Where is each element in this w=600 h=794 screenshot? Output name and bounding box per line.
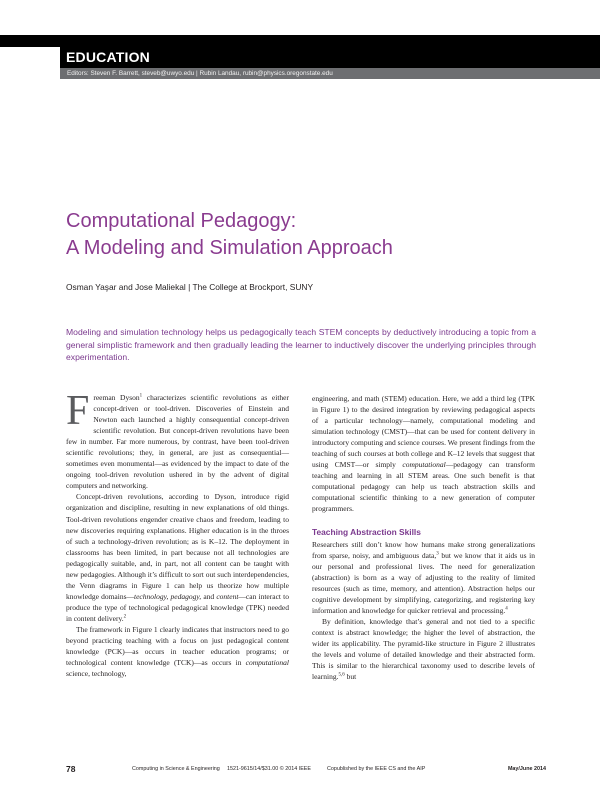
paragraph: engineering, and math (STEM) education. Here, we add a third leg (TPK in Figure 1) to the desired integration by reviewing pedagogical aspects of a particular technology—namely, computational modeling and simulation technology (CMST)—that can be used for content delivery in introductory computing and science courses. We present findings from the teaching of such courses at both college and K–12 levels that suggest that using CMST—or simply computational—pedagogy can transform teaching and learning in all STEM areas. One such benefit is that computational pedagogy can help us teach abstraction skills and computational scientific thinking to a new generation of computer programmers.	[312, 394, 535, 514]
section-heading: Teaching Abstraction Skills	[312, 526, 421, 537]
page-number: 78	[66, 764, 76, 774]
paragraph: The framework in Figure 1 clearly indicates that instructors need to go beyond practicing teaching with a focus on just pedagogical content knowledge (PCK)—as occurs in teacher education programs; or technological content knowledge (TCK)—as occurs in computational science, technology,	[66, 624, 289, 679]
publisher-line: Copublished by the IEEE CS and the AIP	[327, 766, 426, 772]
paragraph: By definition, knowledge that’s general and not tied to a specific context is abstract knowledge; the higher the level of abstraction, the wider its applicability. The pyramid-like structure in Figure 2 illustrates the levels and volume of detailed knowledge and their abstracted form. This is similar to the hierarchical taxonomy used to describe levels of learning.$^{5,6}$ but	[312, 616, 535, 682]
section-label: EDUCATION	[60, 47, 600, 68]
title-line-2: A Modeling and Simulation Approach	[66, 237, 393, 259]
abstract: Modeling and simulation technology helps us pedagogically teach STEM concepts by deductively introducing a topic from a general simplistic framework and then gradually leading the learner to inductively discover the underlying principles through experimentation.	[66, 327, 536, 363]
paragraph: Researchers still don’t know how humans make strong generalizations from sparse, noisy, and ambiguous data,$^3$ but we know that it aids us in our personal and professional lives. The need for generalization (abstraction) is born as a way of adjusting to the reality of limited resources (such as time, memory, and attention). Abstraction helps our cognitive development by simplifying, categorizing, and registering key information and knowledge for quicker retrieval and processing.$^4$	[312, 539, 536, 615]
left-column	[66, 388, 289, 679]
paragraph: Freeman Dyson$^1$ characterizes scientific revolutions as either concept-driven or tool-driven. Discoveries of Einstein and Newton each launched a highly consequential concept-driven scientific revolution. But concept-driven revolutions have been few in number. Far more numerous, by contrast, have been tool-driven scientific revolutions; they, in general, are just as consequential—sometimes even monumental—as evidenced by the impact to date of the ongoing tool-driven revolution ushered in by the advent of digital computers and networking.	[66, 388, 289, 491]
editors-line: Editors: Steven F. Barrett, steveb@uwyo.edu | Rubin Landau, rubin@physics.oregonstate.edu	[60, 68, 600, 79]
right-column	[312, 393, 535, 682]
paragraph: Concept-driven revolutions, according to Dyson, introduce rigid organization and discipline, resulting in new explanations of old things. Tool-driven revolutions engender creative chaos and freedom, leading to new discoveries requiring explanations. Higher education is in the throes of such a technology-driven revolution; as is K–12. The deployment in classrooms has been limited, in part because not all technologies are pedagogically suitable, and, in part, not all content can be taught with new pedagogies. Although it’s difficult to sort out such interdependencies, the Venn diagrams in Figure 1 can help us theorize how multiple knowledge domains—technology, pedagogy, and content—can interact to produce the type of technological pedagogical knowledge (TPK) needed in content delivery.$^2$	[66, 492, 289, 623]
page-footer	[66, 766, 546, 776]
author-line: Osman Yaşar and Jose Maliekal | The College at Brockport, SUNY	[66, 282, 314, 292]
citation: 5,6	[338, 672, 345, 678]
citation: 1	[139, 393, 143, 399]
drop-cap: F	[66, 388, 90, 434]
citation: 3	[436, 551, 439, 557]
article-title	[66, 208, 546, 262]
journal-name: Computing in Science & Engineering	[132, 766, 220, 772]
issn-line: 1521-9615/14/$31.00 © 2014 IEEE	[227, 766, 311, 772]
citation: 2	[123, 614, 127, 620]
citation: 4	[505, 606, 508, 612]
header-top-bar	[0, 35, 600, 47]
title-line-1: Computational Pedagogy:	[66, 210, 297, 232]
issue-date: May/June 2014	[507, 766, 546, 772]
